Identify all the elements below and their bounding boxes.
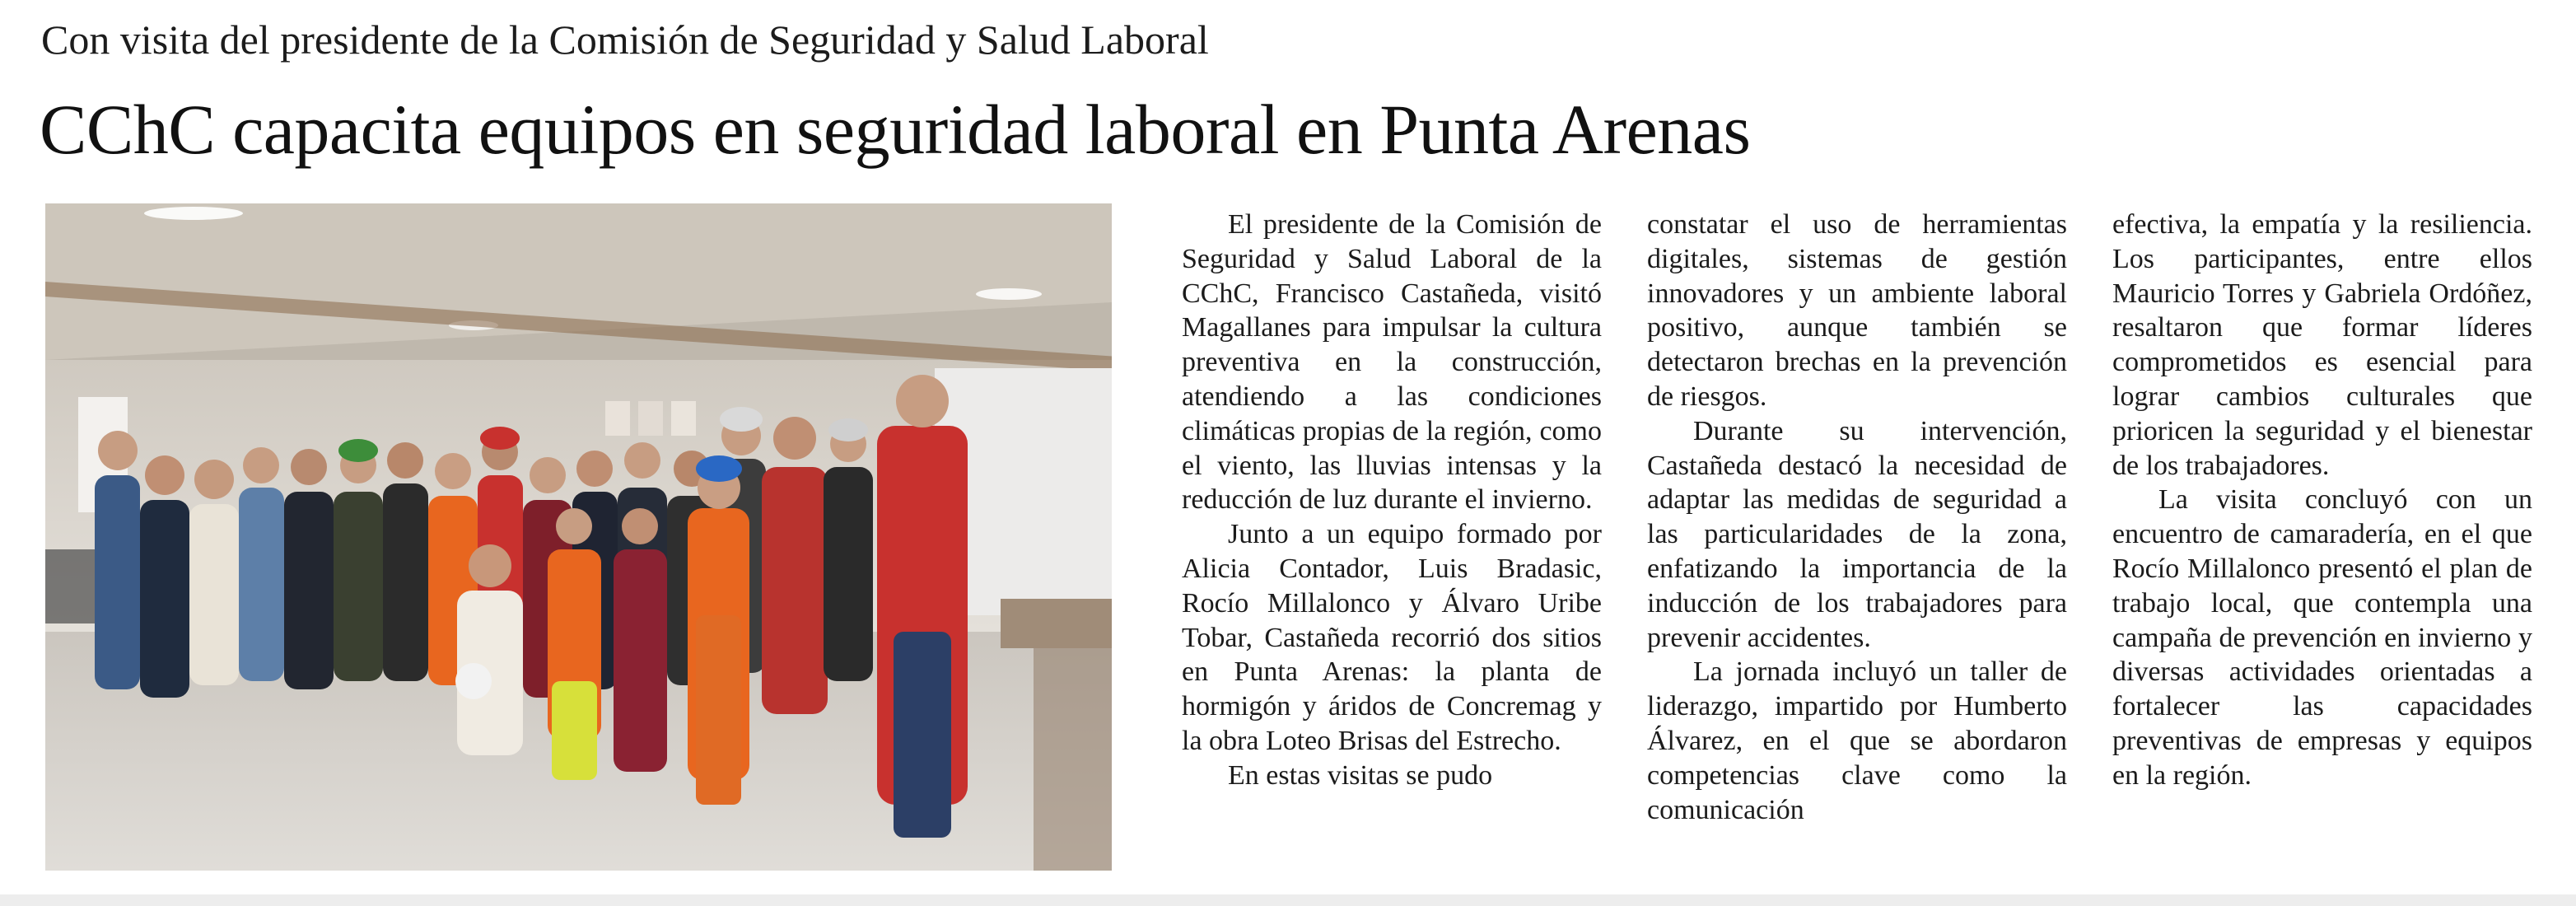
paragraph: La visita concluyó con un encuentro de camaradería, en el que Rocío Millalonco presentó el plan de trabajo local, que contempla una campaña de prevención en invierno y diversas actividades orientadas a fortalecer las capacidades preventivas de empresas y equipos en la región. <box>2112 484 2532 791</box>
paragraph: El presidente de la Comisión de Seguridad y Salud Laboral de la CChC, Francisco Castañeda, visitó Magallanes para impulsar la cultura preventiva en la construcción, atendiendo a las condiciones climáticas propias de la región, como el viento, las lluvias intensas y la reducción de luz durante el invierno. <box>1182 209 1602 516</box>
paragraph: constatar el uso de herramientas digitales, sistemas de gestión innovadores y un ambiente laboral positivo, aunque también se detectaron brechas en la prevención de riesgos. <box>1647 209 2067 412</box>
paragraph: efectiva, la empatía y la resiliencia. Los participantes, entre ellos Mauricio Torres y Gabriela Ordóñez, resaltaron que formar líderes comprometidos es esencial para lograr cambios culturales que prioricen la seguridad y el bienestar de los trabajadores. <box>2112 209 2532 481</box>
paragraph: La jornada incluyó un taller de liderazgo, impartido por Humberto Álvarez, en el que se abordaron competencias clave como la comunicación <box>1647 656 2067 825</box>
article-headline: CChC capacita equipos en seguridad laboral en Punta Arenas <box>40 90 1751 169</box>
article-column-2 <box>1647 208 2067 891</box>
article-photo <box>45 203 1112 871</box>
paragraph: Junto a un equipo formado por Alicia Contador, Luis Bradasic, Rocío Millalonco y Álvaro Uribe Tobar, Castañeda recorrió dos sitios en Punta Arenas: la planta de hormigón y áridos de Concremag y la obra Loteo Brisas del Estrecho. <box>1182 519 1602 756</box>
bottom-rule <box>0 894 2576 906</box>
group-photo-illustration <box>45 203 1112 871</box>
paragraph: Durante su intervención, Castañeda destacó la necesidad de adaptar las medidas de seguridad a las particularidades de la zona, enfatizando la importancia de la inducción de los trabajadores para prevenir accidentes. <box>1647 415 2067 653</box>
article-column-3 <box>2112 208 2532 891</box>
paragraph: En estas visitas se pudo <box>1228 759 1493 791</box>
article-kicker: Con visita del presidente de la Comisión de Seguridad y Salud Laboral <box>41 16 1209 63</box>
article-column-1 <box>1182 208 1602 891</box>
